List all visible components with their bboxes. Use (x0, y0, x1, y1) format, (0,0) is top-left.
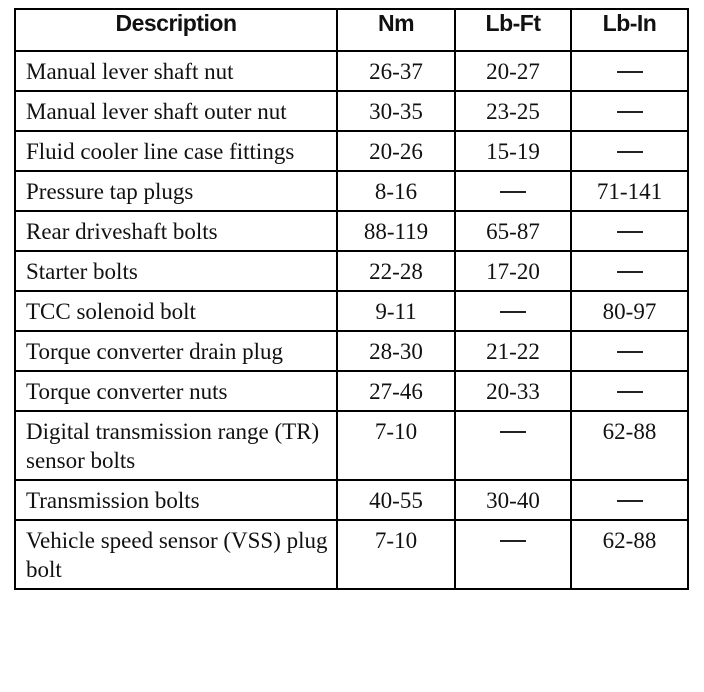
cell-description: Torque converter drain plug (15, 331, 337, 371)
cell-description: Torque converter nuts (15, 371, 337, 411)
cell-description: Transmission bolts (15, 480, 337, 520)
dash-mark (617, 231, 643, 233)
table-row (15, 171, 688, 211)
table-row (15, 251, 688, 291)
table-row (15, 371, 688, 411)
table-row (15, 291, 688, 331)
cell-nm: 9-11 (337, 291, 455, 331)
cell-nm: 28-30 (337, 331, 455, 371)
cell-lbin: 80-97 (571, 291, 688, 331)
cell-nm: 20-26 (337, 131, 455, 171)
cell-description: Digital transmission range (TR) sensor bolts (15, 411, 337, 480)
cell-lbft (455, 291, 571, 331)
cell-lbft: 20-33 (455, 371, 571, 411)
cell-lbin (571, 480, 688, 520)
cell-nm: 7-10 (337, 520, 455, 589)
cell-description: Manual lever shaft outer nut (15, 91, 337, 131)
cell-description: Pressure tap plugs (15, 171, 337, 211)
dash-mark (617, 271, 643, 273)
dash-mark (500, 311, 526, 313)
table-row (15, 211, 688, 251)
dash-mark (617, 391, 643, 393)
dash-mark (617, 111, 643, 113)
table-header (15, 9, 688, 51)
table-body (15, 51, 688, 589)
cell-lbin (571, 91, 688, 131)
cell-lbft (455, 411, 571, 480)
cell-lbin: 71-141 (571, 171, 688, 211)
header-nm: Nm (337, 9, 455, 51)
header-description: Description (15, 9, 337, 51)
cell-lbin: 62-88 (571, 520, 688, 589)
cell-nm: 27-46 (337, 371, 455, 411)
cell-nm: 8-16 (337, 171, 455, 211)
cell-description: Fluid cooler line case fittings (15, 131, 337, 171)
cell-nm: 30-35 (337, 91, 455, 131)
dash-mark (617, 71, 643, 73)
cell-nm: 88-119 (337, 211, 455, 251)
dash-mark (617, 151, 643, 153)
cell-description: Starter bolts (15, 251, 337, 291)
cell-lbin (571, 251, 688, 291)
cell-nm: 26-37 (337, 51, 455, 91)
cell-nm: 22-28 (337, 251, 455, 291)
table-row (15, 131, 688, 171)
cell-description: Vehicle speed sensor (VSS) plug bolt (15, 520, 337, 589)
cell-lbft: 15-19 (455, 131, 571, 171)
cell-lbin (571, 331, 688, 371)
cell-lbin (571, 371, 688, 411)
header-row (15, 9, 688, 51)
table-row (15, 480, 688, 520)
table-row (15, 331, 688, 371)
cell-lbft: 20-27 (455, 51, 571, 91)
table-row (15, 520, 688, 589)
cell-nm: 7-10 (337, 411, 455, 480)
cell-description: TCC solenoid bolt (15, 291, 337, 331)
cell-lbin (571, 211, 688, 251)
cell-description: Rear driveshaft bolts (15, 211, 337, 251)
cell-lbft (455, 171, 571, 211)
cell-lbft (455, 520, 571, 589)
dash-mark (617, 500, 643, 502)
cell-lbft: 23-25 (455, 91, 571, 131)
cell-description: Manual lever shaft nut (15, 51, 337, 91)
dash-mark (500, 431, 526, 433)
table-row (15, 51, 688, 91)
dash-mark (500, 540, 526, 542)
table-row (15, 411, 688, 480)
cell-lbft: 30-40 (455, 480, 571, 520)
dash-mark (500, 191, 526, 193)
torque-spec-table (14, 8, 689, 590)
cell-lbin (571, 131, 688, 171)
header-lbin: Lb-In (571, 9, 688, 51)
table-row (15, 91, 688, 131)
cell-lbft: 65-87 (455, 211, 571, 251)
header-lbft: Lb-Ft (455, 9, 571, 51)
dash-mark (617, 351, 643, 353)
cell-lbft: 17-20 (455, 251, 571, 291)
cell-lbft: 21-22 (455, 331, 571, 371)
cell-nm: 40-55 (337, 480, 455, 520)
cell-lbin: 62-88 (571, 411, 688, 480)
cell-lbin (571, 51, 688, 91)
